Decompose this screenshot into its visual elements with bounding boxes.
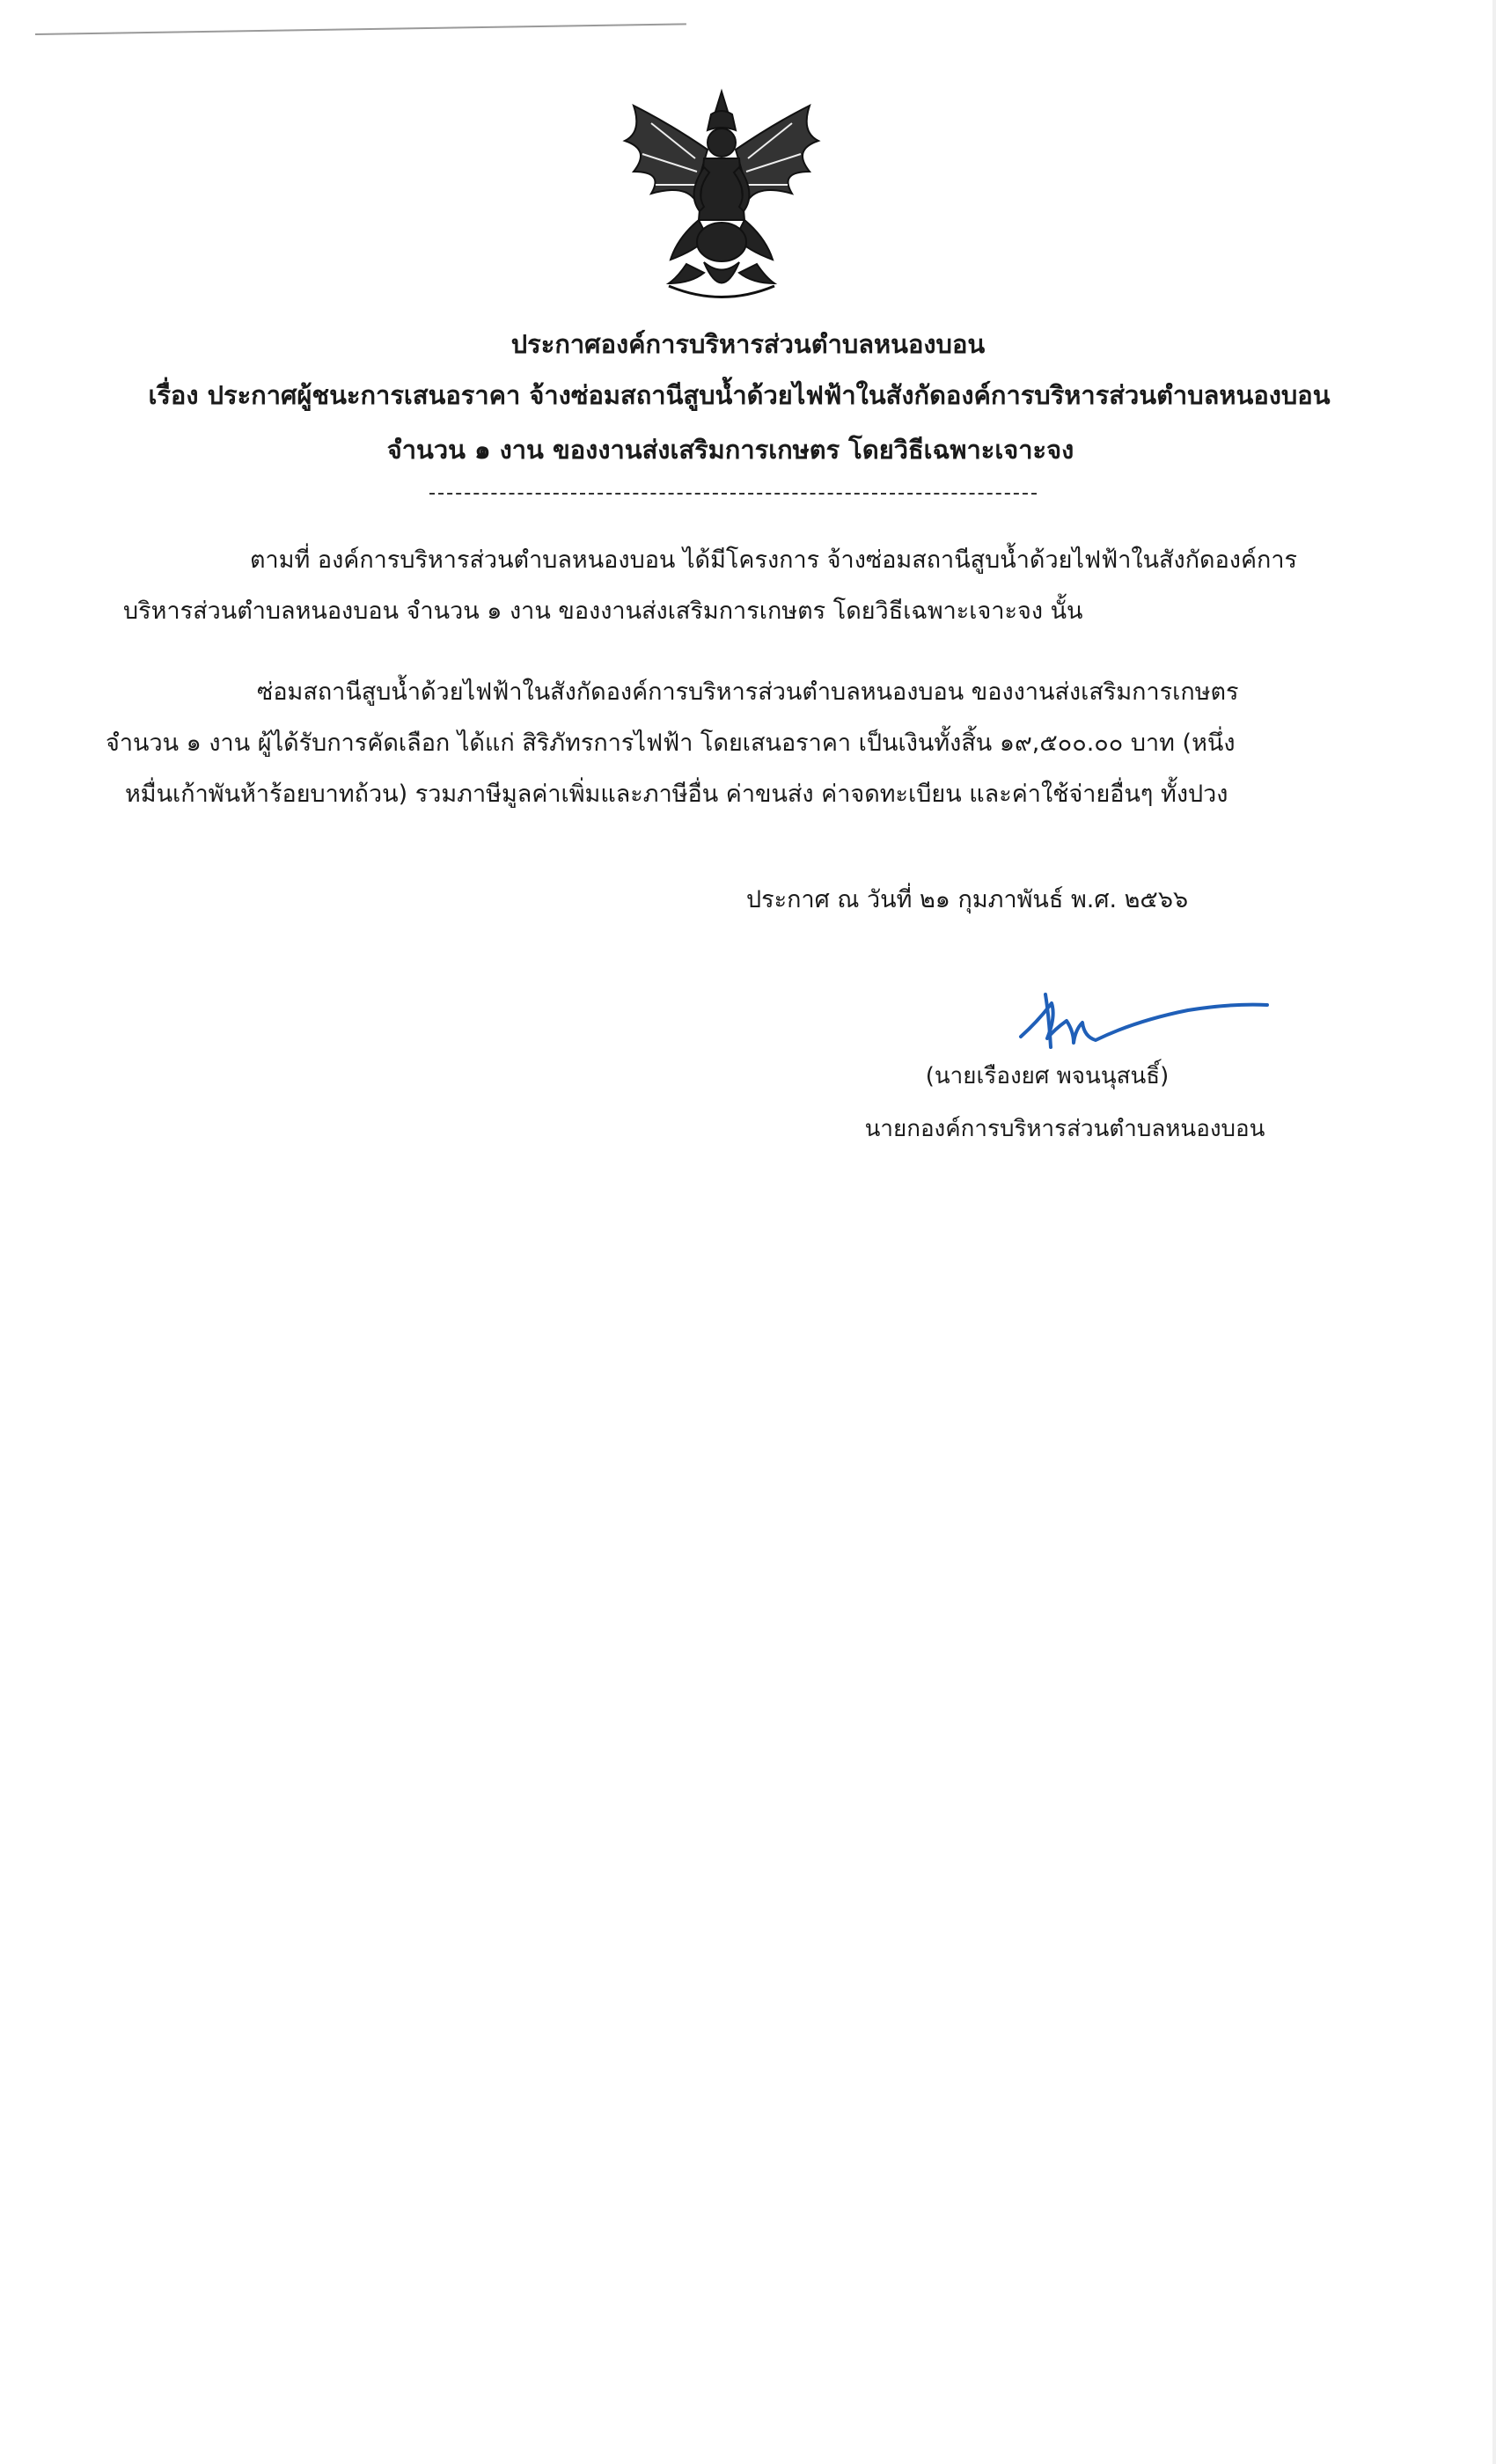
- body-line: บริหารส่วนตำบลหนองบอน จำนวน ๑ งาน ของงานส่งเสริมการเกษตร โดยวิธีเฉพาะเจาะจง นั้น: [123, 598, 1083, 625]
- announcement-subject: เรื่อง ประกาศผู้ชนะการเสนอราคา จ้างซ่อมสถานีสูบน้ำด้วยไฟฟ้าในสังกัดองค์การบริหารส่วนตำบลหนองบอน: [148, 380, 1331, 410]
- announcement-date: ประกาศ ณ วันที่ ๒๑ กุมภาพันธ์ พ.ศ. ๒๕๖๖: [746, 886, 1189, 913]
- divider-line: [429, 493, 1037, 495]
- body-line: หมื่นเก้าพันห้าร้อยบาทถ้วน) รวมภาษีมูลค่าเพิ่มและภาษีอื่น ค่าขนส่ง ค่าจดทะเบียน และค่าใช้จ่ายอื่นๆ ทั้งปวง: [125, 781, 1228, 808]
- signer-position: นายกองค์การบริหารส่วนตำบลหนองบอน: [864, 1116, 1265, 1142]
- announcement-title: ประกาศองค์การบริหารส่วนตำบลหนองบอน: [510, 329, 986, 359]
- body-line: ตามที่ องค์การบริหารส่วนตำบลหนองบอน ได้มีโครงการ จ้างซ่อมสถานีสูบน้ำด้วยไฟฟ้าในสังกัดองค์การ: [250, 546, 1298, 574]
- scan-edge-right: [1492, 0, 1496, 2464]
- body-line: ซ่อมสถานีสูบน้ำด้วยไฟฟ้าในสังกัดองค์การบริหารส่วนตำบลหนองบอน ของงานส่งเสริมการเกษตร: [257, 678, 1239, 706]
- garuda-emblem-icon: [616, 88, 827, 308]
- announcement-subject-cont: จำนวน ๑ งาน ของงานส่งเสริมการเกษตร โดยวิธีเฉพาะเจาะจง: [386, 435, 1074, 465]
- scan-edge: [35, 23, 686, 35]
- signature-icon: [1012, 968, 1276, 1056]
- body-line: จำนวน ๑ งาน ผู้ได้รับการคัดเลือก ได้แก่ สิริภัทรการไฟฟ้า โดยเสนอราคา เป็นเงินทั้งสิ้น ๑๙,๕๐๐.๐๐ บาท (หนึ่ง: [106, 730, 1236, 757]
- signer-name: (นายเรืองยศ พจนนุสนธิ์): [925, 1063, 1170, 1089]
